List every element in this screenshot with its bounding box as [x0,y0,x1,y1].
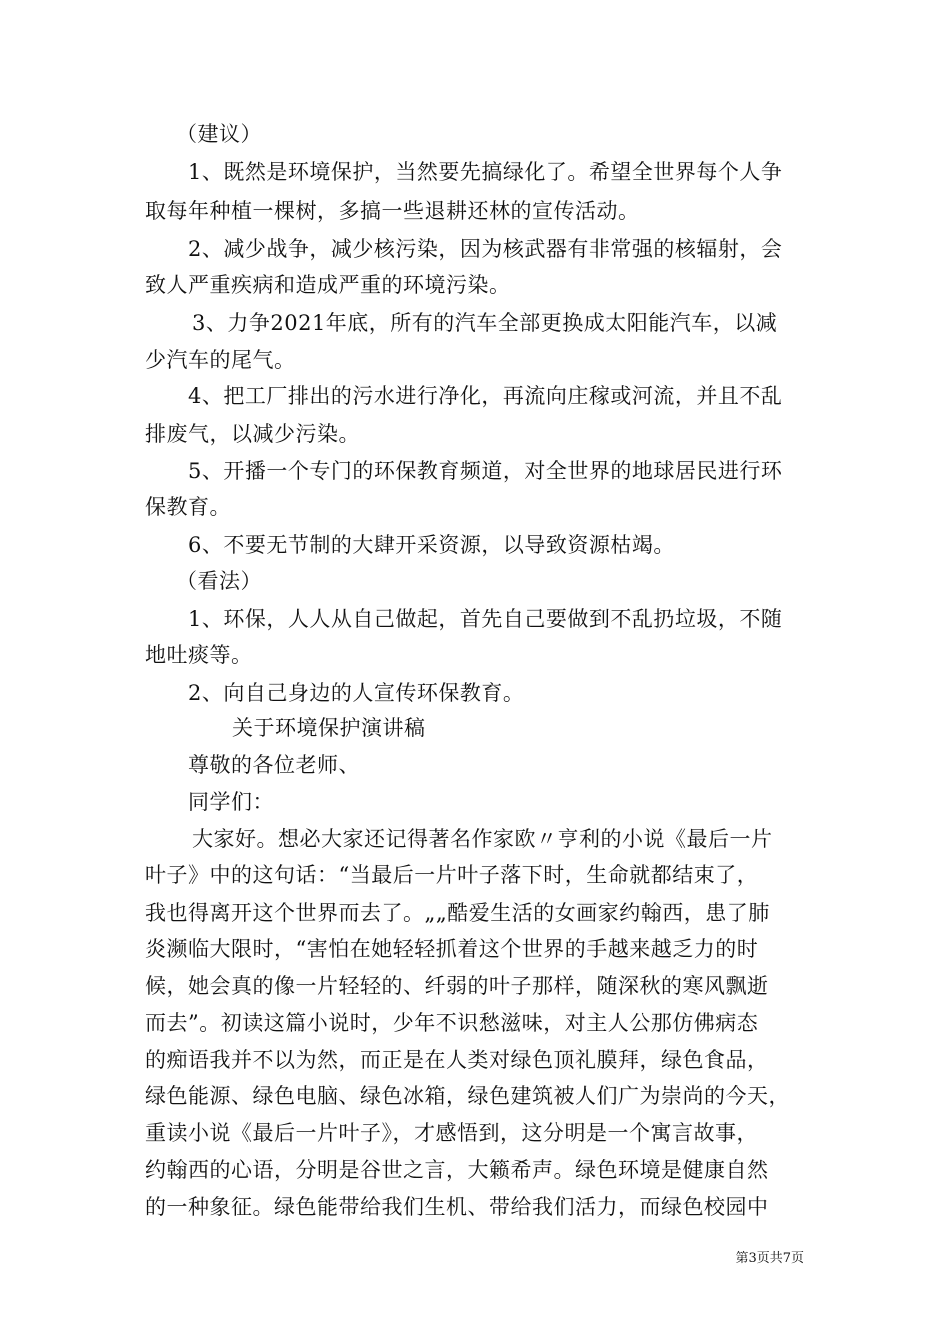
text-line: 3、力争2021年底，所有的汽车全部更换成太阳能汽车，以减 [192,311,778,335]
text-line: 致人严重疾病和造成严重的环境污染。 [145,273,511,297]
text-line: 排废气，以减少污染。 [145,422,360,446]
text-line: 绿色能源、绿色电脑、绿色冰箱，绿色建筑被人们广为崇尚的今天， [145,1084,790,1108]
text-line: 2、减少战争，减少核污染，因为核武器有非常强的核辐射，会 [188,237,783,261]
text-line: 4、把工厂排出的污水进行净化，再流向庄稼或河流，并且不乱 [188,384,783,408]
text-line: 1、既然是环境保护，当然要先搞绿化了。希望全世界每个人争 [188,160,783,184]
text-line: 地吐痰等。 [145,643,253,667]
text-line: 6、不要无节制的大肆开采资源，以导致资源枯竭。 [188,533,675,557]
text-line: 的痴语我并不以为然，而正是在人类对绿色顶礼膜拜，绿色食品， [145,1048,769,1072]
text-line: 候，她会真的像一片轻轻的、纤弱的叶子那样，随深秋的寒风飘逝 [145,974,769,998]
text-line: 1、环保，人人从自己做起，首先自己要做到不乱扔垃圾，不随 [188,607,783,631]
text-line: 大家好。想必大家还记得著名作家欧〃亨利的小说《最后一片 [192,827,773,851]
text-line: 同学们： [188,790,274,814]
text-line: 5、开播一个专门的环保教育频道，对全世界的地球居民进行环 [188,459,783,483]
section-title: 关于环境保护演讲稿 [232,716,426,740]
text-line: 尊敬的各位老师、 [188,753,360,777]
text-line: 约翰西的心语，分明是谷世之言，大籁希声。绿色环境是健康自然 [145,1158,769,1182]
text-line: 而去”。初读这篇小说时，少年不识愁滋味，对主人公那仿佛病态 [145,1011,759,1035]
text-line: （看法） [176,569,262,593]
text-line: 叶子》中的这句话：“当最后一片叶子落下时，生命就都结束了， [145,863,759,887]
text-line: 2、向自己身边的人宣传环保教育。 [188,681,525,705]
page-number: 第3页共7页 [735,1251,804,1266]
text-line: 保教育。 [145,495,231,519]
text-line: 少汽车的尾气。 [145,348,296,372]
text-line: 我也得离开这个世界而去了。„„酷爱生活的女画家约翰西，患了肺 [145,901,770,925]
text-line: 取每年种植一棵树，多搞一些退耕还林的宣传活动。 [145,199,640,223]
text-line: （建议） [176,122,262,146]
text-line: 的一种象征。绿色能带给我们生机、带给我们活力，而绿色校园中 [145,1195,769,1219]
text-line: 重读小说《最后一片叶子》，才感悟到，这分明是一个寓言故事， [145,1121,758,1145]
text-line: 炎濒临大限时，“害怕在她轻轻抓着这个世界的手越来越乏力的时 [145,937,759,961]
